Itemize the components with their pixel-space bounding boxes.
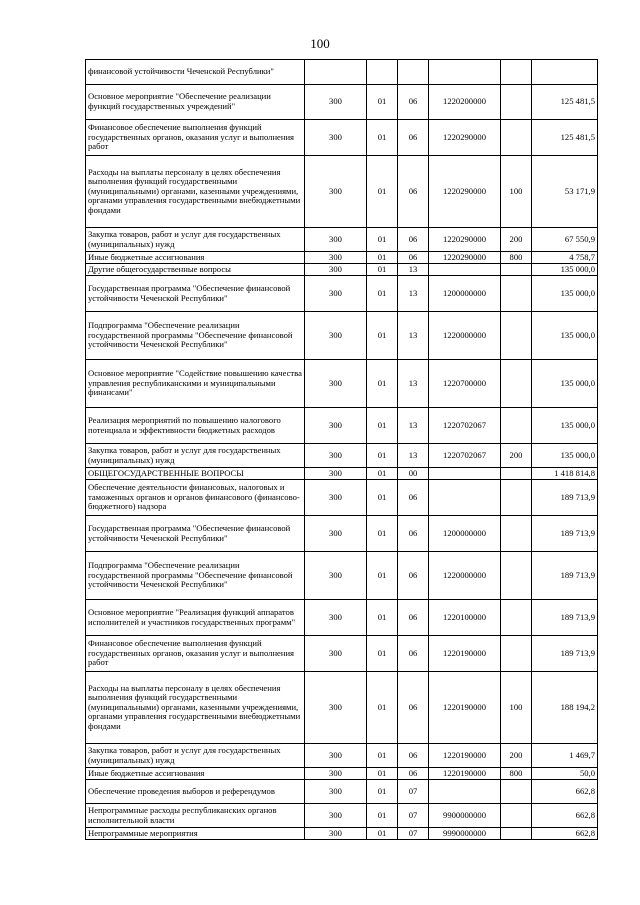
row-csr-cell: 1220190000: [429, 744, 501, 768]
row-rz-cell: 01: [367, 360, 398, 408]
row-pr-cell: 13: [398, 276, 429, 312]
row-rz-cell: 01: [367, 552, 398, 600]
row-sum-cell: 189 713,9: [532, 600, 598, 636]
row-ved-cell: 300: [305, 744, 367, 768]
row-rz-cell: 01: [367, 636, 398, 672]
row-vr-cell: [501, 480, 532, 516]
row-ved-cell: 300: [305, 600, 367, 636]
row-csr-cell: [429, 468, 501, 480]
row-vr-cell: 200: [501, 228, 532, 252]
row-vr-cell: [501, 516, 532, 552]
row-sum-cell: 1 469,7: [532, 744, 598, 768]
row-vr-cell: [501, 780, 532, 804]
row-rz-cell: [367, 60, 398, 85]
row-pr-cell: 13: [398, 360, 429, 408]
row-pr-cell: 06: [398, 636, 429, 672]
row-ved-cell: 300: [305, 636, 367, 672]
row-sum-cell: 662,8: [532, 828, 598, 840]
row-pr-cell: 13: [398, 312, 429, 360]
row-name-cell: Реализация мероприятий по повышению налогового потенциала и эффективности бюджетных расходов: [86, 408, 305, 444]
row-sum-cell: 188 194,2: [532, 672, 598, 744]
row-name-cell: Подпрограмма "Обеспечение реализации государственной программы "Обеспечение финансовой устойчивости Чеченской Республики": [86, 312, 305, 360]
row-pr-cell: 06: [398, 85, 429, 120]
row-pr-cell: 06: [398, 252, 429, 264]
row-name-cell: ОБЩЕГОСУДАРСТВЕННЫЕ ВОПРОСЫ: [86, 468, 305, 480]
row-vr-cell: [501, 85, 532, 120]
row-sum-cell: 1 418 814,8: [532, 468, 598, 480]
row-ved-cell: [305, 60, 367, 85]
row-rz-cell: 01: [367, 672, 398, 744]
row-csr-cell: [429, 780, 501, 804]
row-csr-cell: 1200000000: [429, 276, 501, 312]
row-ved-cell: 300: [305, 252, 367, 264]
table-row: [86, 408, 598, 444]
row-pr-cell: 06: [398, 120, 429, 156]
row-pr-cell: 06: [398, 744, 429, 768]
table-row: [86, 552, 598, 600]
row-sum-cell: [532, 60, 598, 85]
row-rz-cell: 01: [367, 600, 398, 636]
row-ved-cell: 300: [305, 828, 367, 840]
row-ved-cell: 300: [305, 312, 367, 360]
row-sum-cell: 53 171,9: [532, 156, 598, 228]
row-sum-cell: 662,8: [532, 804, 598, 828]
row-vr-cell: [501, 276, 532, 312]
row-vr-cell: [501, 828, 532, 840]
row-ved-cell: 300: [305, 85, 367, 120]
row-name-cell: Непрограммные мероприятия: [86, 828, 305, 840]
row-vr-cell: [501, 120, 532, 156]
row-name-cell: Обеспечение проведения выборов и референдумов: [86, 780, 305, 804]
row-rz-cell: 01: [367, 468, 398, 480]
table-row: [86, 672, 598, 744]
row-pr-cell: 06: [398, 228, 429, 252]
row-vr-cell: [501, 312, 532, 360]
row-sum-cell: 189 713,9: [532, 552, 598, 600]
row-rz-cell: 01: [367, 85, 398, 120]
row-rz-cell: 01: [367, 828, 398, 840]
table-row: [86, 156, 598, 228]
table-row: [86, 312, 598, 360]
row-vr-cell: [501, 468, 532, 480]
row-name-cell: Расходы на выплаты персоналу в целях обеспечения выполнения функций государственными (муниципальными) органами, казенными учреждениями, органами управления государственными внебюджетными фондами: [86, 672, 305, 744]
row-rz-cell: 01: [367, 444, 398, 468]
row-ved-cell: 300: [305, 672, 367, 744]
row-csr-cell: 9900000000: [429, 804, 501, 828]
row-pr-cell: 07: [398, 780, 429, 804]
row-name-cell: Закупка товаров, работ и услуг для государственных (муниципальных) нужд: [86, 744, 305, 768]
row-csr-cell: [429, 480, 501, 516]
row-csr-cell: 1220190000: [429, 768, 501, 780]
table-row: [86, 360, 598, 408]
row-csr-cell: 1220190000: [429, 672, 501, 744]
row-csr-cell: 1220000000: [429, 552, 501, 600]
table-row: [86, 828, 598, 840]
row-rz-cell: 01: [367, 276, 398, 312]
row-vr-cell: [501, 600, 532, 636]
row-ved-cell: 300: [305, 360, 367, 408]
row-name-cell: Другие общегосударственные вопросы: [86, 264, 305, 276]
row-name-cell: Финансовое обеспечение выполнения функций государственных органов, оказания услуг и выполнения работ: [86, 120, 305, 156]
row-sum-cell: 125 481,5: [532, 85, 598, 120]
row-name-cell: финансовой устойчивости Чеченской Республики": [86, 60, 305, 85]
row-rz-cell: 01: [367, 264, 398, 276]
table-row: [86, 276, 598, 312]
row-vr-cell: [501, 360, 532, 408]
row-name-cell: Государственная программа "Обеспечение финансовой устойчивости Чеченской Республики": [86, 516, 305, 552]
row-name-cell: Закупка товаров, работ и услуг для государственных (муниципальных) нужд: [86, 228, 305, 252]
row-sum-cell: 135 000,0: [532, 312, 598, 360]
row-rz-cell: 01: [367, 252, 398, 264]
table-row: [86, 804, 598, 828]
row-pr-cell: 06: [398, 156, 429, 228]
table-row: [86, 744, 598, 768]
row-pr-cell: 00: [398, 468, 429, 480]
row-name-cell: Основное мероприятие "Реализация функций аппаратов исполнителей и участников государственных программ": [86, 600, 305, 636]
row-csr-cell: 1220700000: [429, 360, 501, 408]
row-ved-cell: 300: [305, 156, 367, 228]
row-rz-cell: 01: [367, 516, 398, 552]
row-vr-cell: [501, 636, 532, 672]
row-pr-cell: 07: [398, 828, 429, 840]
row-rz-cell: 01: [367, 804, 398, 828]
table-row: [86, 600, 598, 636]
row-vr-cell: [501, 408, 532, 444]
row-sum-cell: 135 000,0: [532, 264, 598, 276]
row-ved-cell: 300: [305, 408, 367, 444]
table-row: [86, 228, 598, 252]
row-sum-cell: 189 713,9: [532, 516, 598, 552]
row-vr-cell: [501, 552, 532, 600]
row-pr-cell: 06: [398, 552, 429, 600]
table-row: [86, 60, 598, 85]
table-row: [86, 768, 598, 780]
row-rz-cell: 01: [367, 228, 398, 252]
row-name-cell: Государственная программа "Обеспечение финансовой устойчивости Чеченской Республики": [86, 276, 305, 312]
row-name-cell: Расходы на выплаты персоналу в целях обеспечения выполнения функций государственными (муниципальными) органами, казенными учреждениями, органами управления государственными внебюджетными фондами: [86, 156, 305, 228]
row-pr-cell: 06: [398, 672, 429, 744]
row-name-cell: Иные бюджетные ассигнования: [86, 768, 305, 780]
row-pr-cell: [398, 60, 429, 85]
row-name-cell: Основное мероприятие "Содействие повышению качества управления республиканскими и муниципальными финансами": [86, 360, 305, 408]
row-sum-cell: 189 713,9: [532, 636, 598, 672]
page-number: 100: [310, 36, 330, 51]
row-pr-cell: 13: [398, 444, 429, 468]
row-sum-cell: 50,0: [532, 768, 598, 780]
row-csr-cell: 1220190000: [429, 636, 501, 672]
row-pr-cell: 06: [398, 768, 429, 780]
row-vr-cell: 200: [501, 444, 532, 468]
row-pr-cell: 06: [398, 516, 429, 552]
row-ved-cell: 300: [305, 444, 367, 468]
row-csr-cell: 1220000000: [429, 312, 501, 360]
table-row: [86, 468, 598, 480]
table-row: [86, 444, 598, 468]
row-vr-cell: 100: [501, 672, 532, 744]
row-csr-cell: 1220702067: [429, 444, 501, 468]
row-ved-cell: 300: [305, 480, 367, 516]
row-sum-cell: 135 000,0: [532, 276, 598, 312]
row-csr-cell: [429, 60, 501, 85]
row-rz-cell: 01: [367, 312, 398, 360]
row-pr-cell: 06: [398, 600, 429, 636]
row-name-cell: Закупка товаров, работ и услуг для государственных (муниципальных) нужд: [86, 444, 305, 468]
row-ved-cell: 300: [305, 768, 367, 780]
row-ved-cell: 300: [305, 468, 367, 480]
row-csr-cell: 1220290000: [429, 156, 501, 228]
table-body: [86, 60, 598, 840]
table-row: [86, 636, 598, 672]
row-rz-cell: 01: [367, 120, 398, 156]
row-csr-cell: 1220290000: [429, 252, 501, 264]
table-row: [86, 264, 598, 276]
table-row: [86, 85, 598, 120]
row-vr-cell: 200: [501, 744, 532, 768]
row-ved-cell: 300: [305, 516, 367, 552]
table-row: [86, 252, 598, 264]
row-rz-cell: 01: [367, 768, 398, 780]
row-ved-cell: 300: [305, 264, 367, 276]
row-vr-cell: [501, 60, 532, 85]
row-ved-cell: 300: [305, 804, 367, 828]
row-ved-cell: 300: [305, 120, 367, 156]
row-csr-cell: 1220100000: [429, 600, 501, 636]
row-sum-cell: 125 481,5: [532, 120, 598, 156]
row-ved-cell: 300: [305, 276, 367, 312]
table-row: [86, 120, 598, 156]
row-name-cell: Основное мероприятие "Обеспечение реализации функций государственных учреждений": [86, 85, 305, 120]
row-vr-cell: 800: [501, 252, 532, 264]
budget-table: [85, 59, 598, 840]
row-rz-cell: 01: [367, 156, 398, 228]
row-csr-cell: 1220290000: [429, 120, 501, 156]
row-pr-cell: 13: [398, 264, 429, 276]
row-csr-cell: 1200000000: [429, 516, 501, 552]
row-vr-cell: [501, 264, 532, 276]
row-csr-cell: 1220200000: [429, 85, 501, 120]
row-sum-cell: 662,8: [532, 780, 598, 804]
row-sum-cell: 135 000,0: [532, 408, 598, 444]
row-vr-cell: 800: [501, 768, 532, 780]
row-csr-cell: [429, 264, 501, 276]
row-vr-cell: 100: [501, 156, 532, 228]
row-csr-cell: 1220290000: [429, 228, 501, 252]
row-sum-cell: 4 758,7: [532, 252, 598, 264]
row-rz-cell: 01: [367, 408, 398, 444]
row-name-cell: Непрограммные расходы республиканских органов исполнительной власти: [86, 804, 305, 828]
row-name-cell: Обеспечение деятельности финансовых, налоговых и таможенных органов и органов финансового (финансово-бюджетного) надзора: [86, 480, 305, 516]
row-csr-cell: 9990000000: [429, 828, 501, 840]
row-ved-cell: 300: [305, 552, 367, 600]
row-rz-cell: 01: [367, 744, 398, 768]
row-sum-cell: 135 000,0: [532, 360, 598, 408]
row-sum-cell: 67 550,9: [532, 228, 598, 252]
row-pr-cell: 06: [398, 480, 429, 516]
row-rz-cell: 01: [367, 780, 398, 804]
row-ved-cell: 300: [305, 228, 367, 252]
row-csr-cell: 1220702067: [429, 408, 501, 444]
table-row: [86, 480, 598, 516]
row-pr-cell: 07: [398, 804, 429, 828]
row-vr-cell: [501, 804, 532, 828]
row-name-cell: Подпрограмма "Обеспечение реализации государственной программы "Обеспечение финансовой устойчивости Чеченской Республики": [86, 552, 305, 600]
row-pr-cell: 13: [398, 408, 429, 444]
row-name-cell: Иные бюджетные ассигнования: [86, 252, 305, 264]
row-sum-cell: 135 000,0: [532, 444, 598, 468]
row-ved-cell: 300: [305, 780, 367, 804]
table-row: [86, 780, 598, 804]
row-rz-cell: 01: [367, 480, 398, 516]
row-sum-cell: 189 713,9: [532, 480, 598, 516]
row-name-cell: Финансовое обеспечение выполнения функций государственных органов, оказания услуг и выполнения работ: [86, 636, 305, 672]
table-row: [86, 516, 598, 552]
